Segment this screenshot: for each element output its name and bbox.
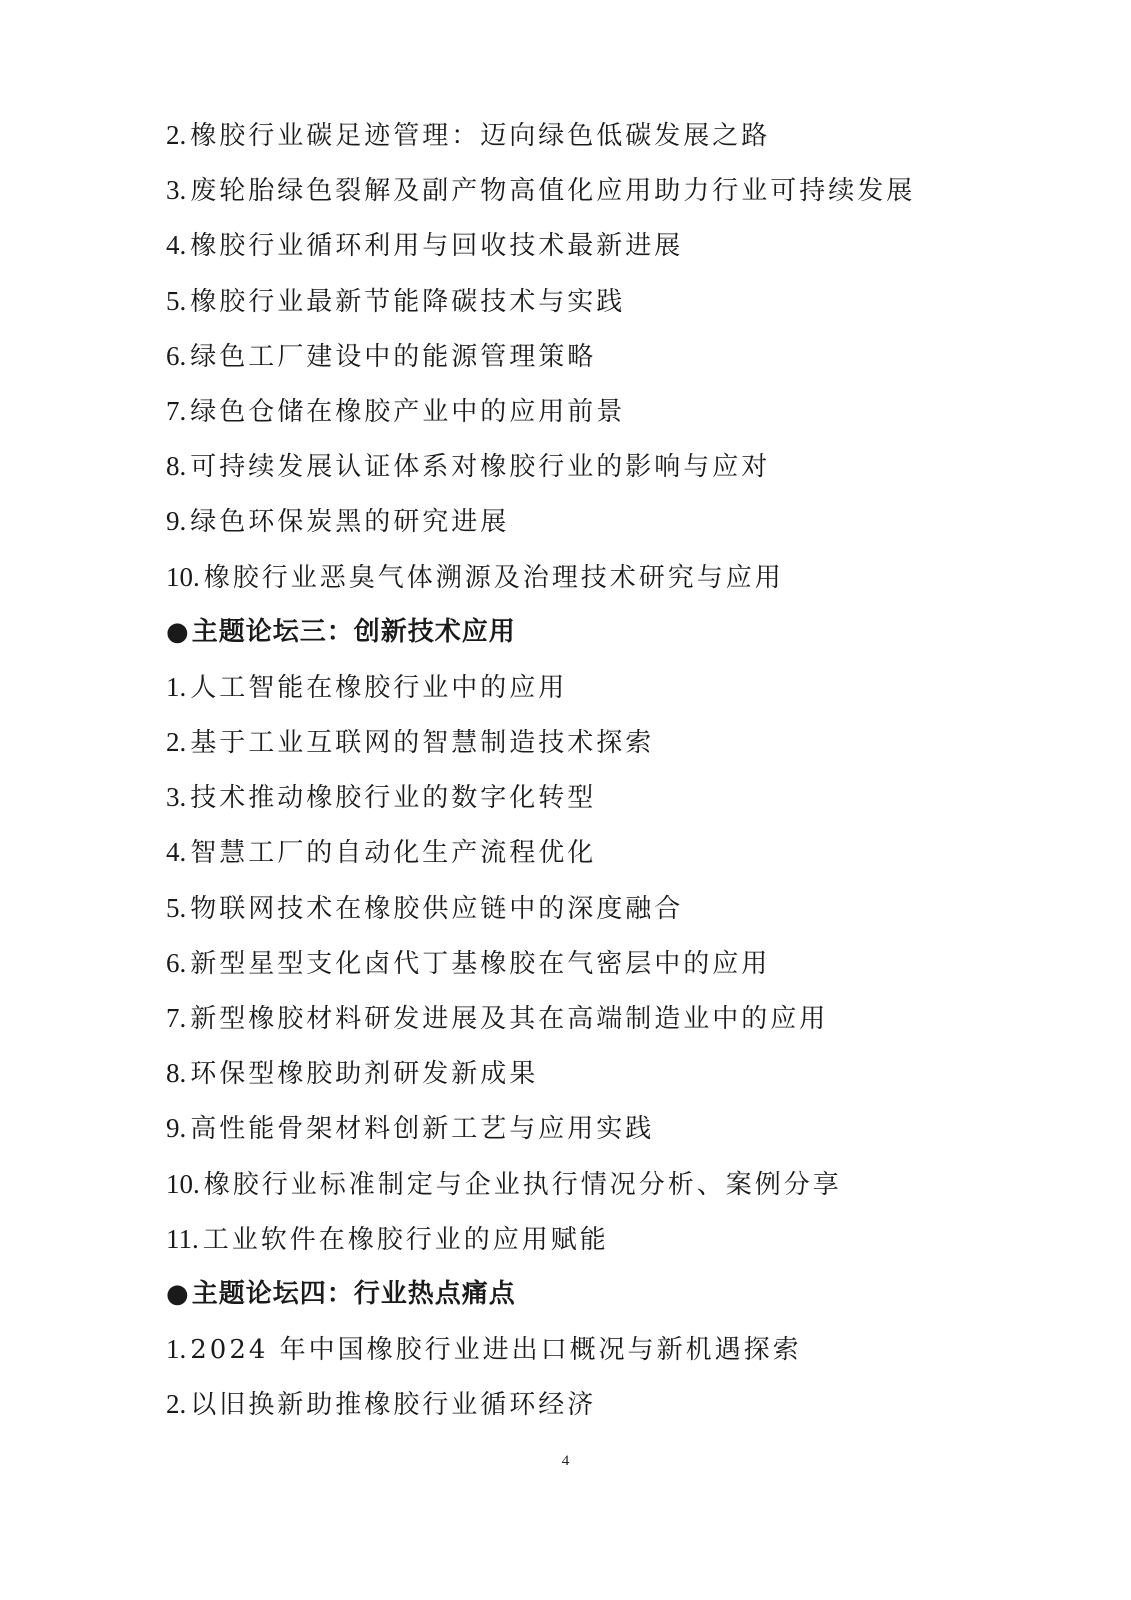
list-item: 2. 基于工业互联网的智慧制造技术探索 [166, 727, 655, 759]
list-item: 8. 可持续发展认证体系对橡胶行业的影响与应对 [166, 451, 771, 483]
list-item: 7. 绿色仓储在橡胶产业中的应用前景 [166, 395, 626, 427]
list-item: 6. 绿色工厂建设中的能源管理策略 [166, 340, 597, 372]
list-item: 9. 高性能骨架材料创新工艺与应用实践 [166, 1113, 655, 1145]
list-item: 10. 橡胶行业标准制定与企业执行情况分析、案例分享 [166, 1168, 842, 1200]
list-item: 11. 工业软件在橡胶行业的应用赋能 [166, 1223, 609, 1255]
list-item: 5. 橡胶行业最新节能降碳技术与实践 [166, 285, 626, 317]
bullet-icon: ● [166, 616, 190, 647]
forum2-list [166, 108, 1066, 605]
list-item: 3. 废轮胎绿色裂解及副产物高值化应用助力行业可持续发展 [166, 175, 916, 207]
page-content [166, 108, 1066, 1433]
list-item: 9. 绿色环保炭黑的研究进展 [166, 506, 510, 538]
forum4-heading: ●主题论坛四：行业热点痛点 [166, 1278, 516, 1309]
list-item: 2. 橡胶行业碳足迹管理：迈向绿色低碳发展之路 [166, 120, 771, 151]
list-item: 5. 物联网技术在橡胶供应链中的深度融合 [166, 892, 684, 924]
list-item: 3. 技术推动橡胶行业的数字化转型 [166, 782, 597, 814]
list-item: 7. 新型橡胶材料研发进展及其在高端制造业中的应用 [166, 1003, 829, 1034]
bullet-icon: ● [166, 1278, 190, 1309]
list-item: 1. 人工智能在橡胶行业中的应用 [166, 671, 568, 703]
list-item: 1. 2024 年中国橡胶行业进出口概况与新机遇探索 [166, 1334, 802, 1366]
list-item: 10. 橡胶行业恶臭气体溯源及治理技术研究与应用 [166, 561, 784, 593]
forum3-heading: ●主题论坛三：创新技术应用 [166, 616, 516, 647]
page-number: 4 [561, 1453, 570, 1469]
list-item: 8. 环保型橡胶助剂研发新成果 [166, 1058, 539, 1090]
list-item: 2. 以旧换新助推橡胶行业循环经济 [166, 1389, 597, 1421]
list-item: 4. 橡胶行业循环利用与回收技术最新进展 [166, 230, 684, 262]
forum3-list [166, 660, 1066, 1267]
list-item: 4. 智慧工厂的自动化生产流程优化 [166, 837, 597, 869]
list-item: 6. 新型星型支化卤代丁基橡胶在气密层中的应用 [166, 947, 771, 979]
forum4-list [166, 1322, 1066, 1432]
